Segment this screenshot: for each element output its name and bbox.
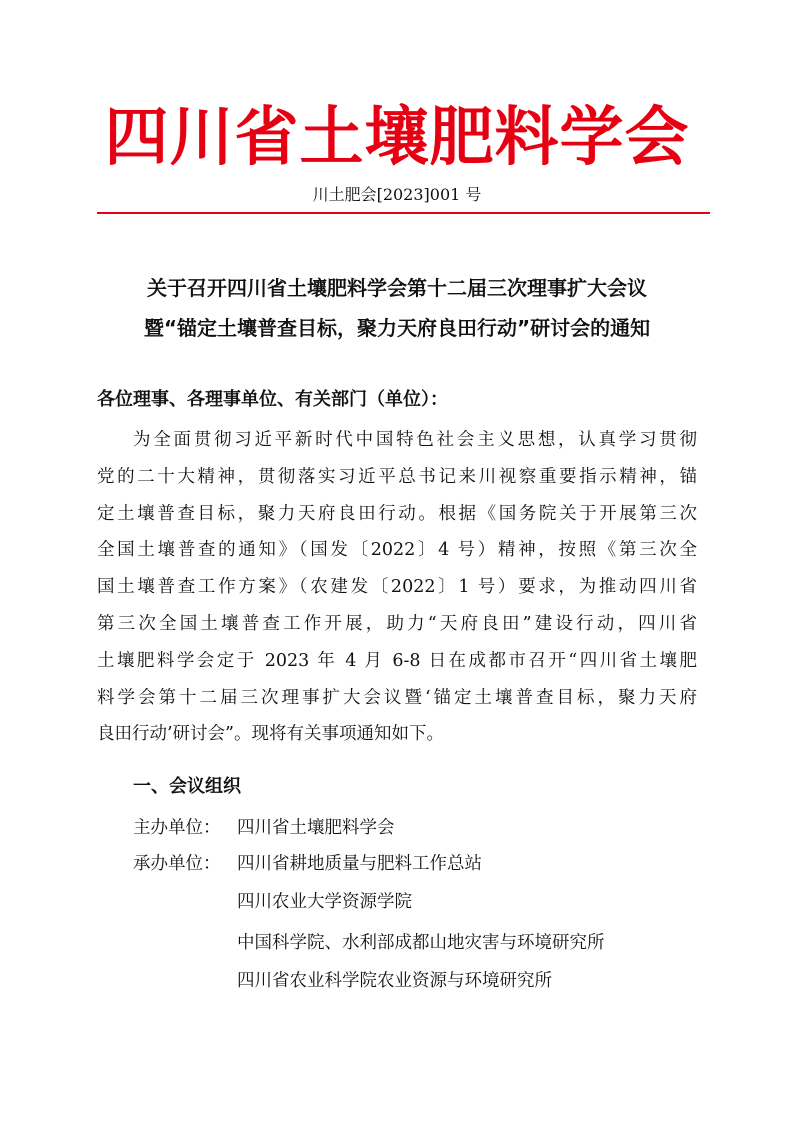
body-line: 为全面贯彻习近平新时代中国特色社会主义思想，认真学习贯彻 <box>133 430 697 450</box>
host-value: 四川省土壤肥料学会 <box>237 818 395 838</box>
host-label: 主办单位： <box>133 818 221 838</box>
body-line: 全国土壤普查的通知》（国发〔2022〕4 号）精神，按照《第三次全 <box>97 540 697 561</box>
red-divider-line <box>97 212 710 214</box>
section-heading-meeting-organization: 一、会议组织 <box>133 776 241 797</box>
body-paragraph <box>97 425 697 756</box>
host-row <box>133 813 395 843</box>
body-line: 料学会第十二届三次理事扩大会议暨‘锚定土壤普查目标，聚力天府 <box>97 687 697 708</box>
salutation: 各位理事、各理事单位、有关部门（单位）： <box>97 389 448 410</box>
body-line: 第三次全国土壤普查工作开展，助力“天府良田”建设行动，四川省 <box>97 613 697 634</box>
body-line: 定土壤普查目标，聚力天府良田行动。根据《国务院关于开展第三次 <box>97 503 697 524</box>
organizer-row <box>133 887 412 917</box>
notice-title-line-2: 暨“锚定土壤普查目标，聚力天府良田行动”研讨会的通知 <box>143 316 651 340</box>
body-line: 土壤肥料学会定于 2023 年 4 月 6-8 日在成都市召开“四川省土壤肥 <box>97 650 697 671</box>
organizer-value: 四川农业大学资源学院 <box>237 892 412 912</box>
body-line: 国土壤普查工作方案》（农建发〔2022〕1 号）要求，为推动四川省 <box>97 577 697 598</box>
organizer-row <box>133 928 605 958</box>
body-line: 良田行动’研讨会”。现将有关事项通知如下。 <box>97 724 445 745</box>
organizer-value: 中国科学院、水利部成都山地灾害与环境研究所 <box>237 933 605 953</box>
organizer-value: 四川省耕地质量与肥料工作总站 <box>237 854 482 874</box>
org-title: 四川省土壤肥料学会 <box>104 101 690 175</box>
organizer-row <box>133 966 552 996</box>
notice-title-line-1: 关于召开四川省土壤肥料学会第十二届三次理事扩大会议 <box>147 276 647 300</box>
document-number: 川土肥会[2023]001 号 <box>312 185 482 204</box>
organizer-label: 承办单位： <box>133 854 221 874</box>
body-line: 党的二十大精神，贯彻落实习近平总书记来川视察重要指示精神，锚 <box>97 466 697 487</box>
organizer-row <box>133 849 482 879</box>
organizer-value: 四川省农业科学院农业资源与环境研究所 <box>237 971 552 991</box>
